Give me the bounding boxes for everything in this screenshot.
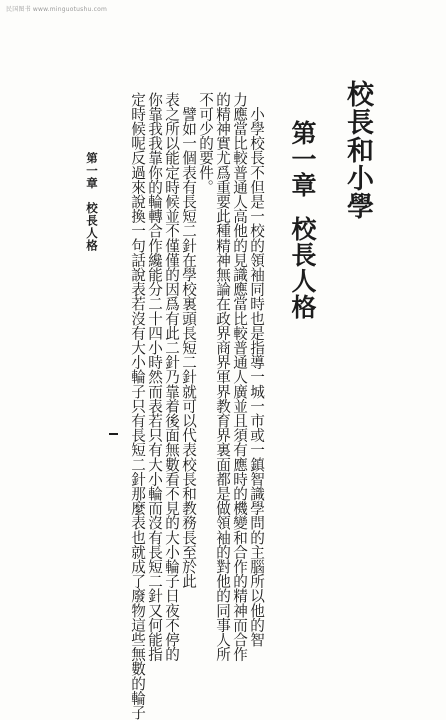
body-line-7: 你靠我我靠你的輪轉合作纔能分二十四小時然而表若只有大小輪而沒有長短二針又何能指	[146, 92, 163, 662]
chapter-heading	[284, 120, 320, 320]
body-line-4: 不可少的要件。	[197, 92, 214, 195]
watermark-text: 民国图书 www.minguotushu.com	[6, 6, 107, 13]
body-line-8: 定時候呢反過來說換一句話說表若沒有大小輪子只有長短二針那麼表也就成了廢物這些無數的輪子	[129, 92, 146, 720]
body-line-5: 譬如一個表有長短二針在學校裏頭長短二針就可以代表校長和教務長至於此	[180, 92, 197, 589]
chapter-number: 第一章	[288, 120, 317, 198]
page-number	[109, 433, 118, 435]
chapter-title: 校長人格	[288, 216, 317, 320]
body-line-3: 的精神實尤爲重要此種精神無論在政界商界軍界教育界裏面都是做領袖的對他的同事人所	[214, 92, 231, 662]
running-head: 第一章 校長人格	[85, 152, 99, 252]
body-line-2: 力應當比較普通人高他的見識應當比較普通人廣並且須有應時的機變和合作的精神而合作	[231, 92, 248, 662]
book-title: 校長和小學	[342, 80, 373, 220]
body-line-1: 小學校長不但是一校的領袖同時也是指導一城一市或一鎮智識學問的主腦所以他的智	[248, 92, 265, 647]
body-line-6: 表之所以能定時候並不僅僅的因爲有此二針乃靠着後面無數看不見的大小輪子日夜不停的	[163, 92, 180, 662]
